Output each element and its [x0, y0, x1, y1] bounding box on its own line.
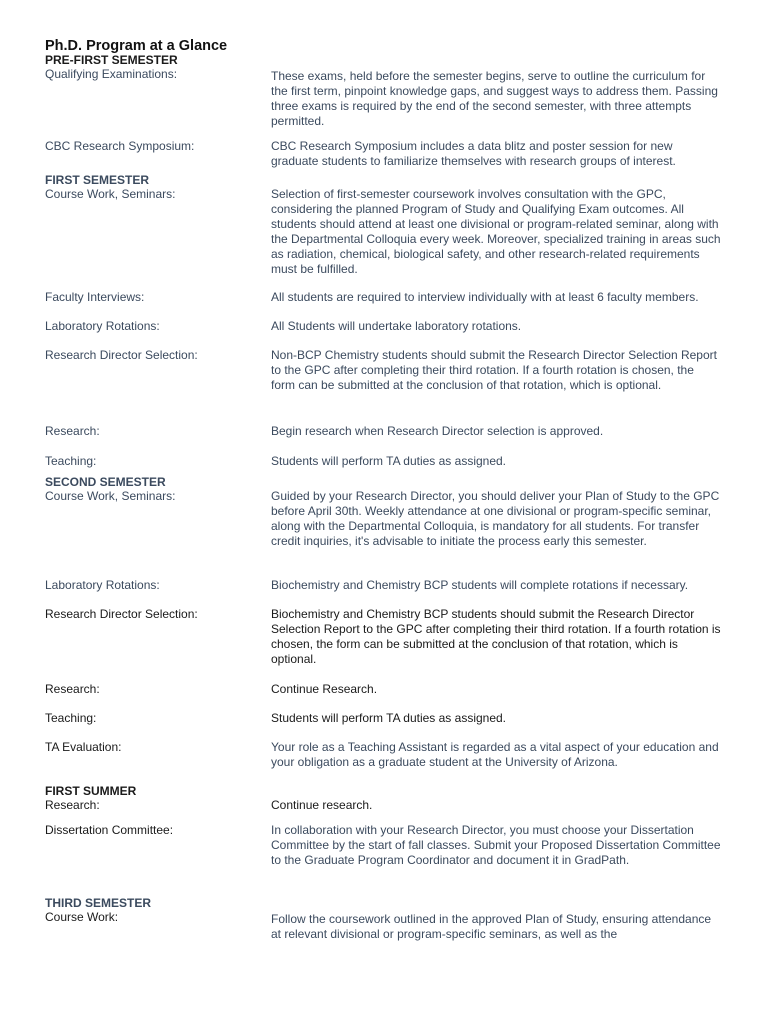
- item-label: Course Work:: [45, 910, 119, 924]
- item-label: Faculty Interviews:: [45, 290, 145, 304]
- item-label: Qualifying Examinations:: [45, 67, 178, 81]
- list-item: [45, 187, 735, 290]
- item-label: Dissertation Committee:: [45, 823, 174, 837]
- list-item: [45, 740, 735, 785]
- list-item: [45, 139, 735, 174]
- section-first-semester: [45, 174, 735, 476]
- item-label: TA Evaluation:: [45, 740, 122, 754]
- document-page: [45, 38, 735, 950]
- item-label: Research Director Selection:: [45, 348, 198, 362]
- item-text: Your role as a Teaching Assistant is regarded as a vital aspect of your education and your obligation as a graduate student at the University of Arizona.: [271, 740, 719, 769]
- item-text: Biochemistry and Chemistry BCP students will complete rotations if necessary.: [271, 578, 689, 592]
- section-heading: FIRST SEMESTER: [45, 173, 150, 187]
- item-text: Continue research.: [271, 798, 373, 812]
- item-label: Course Work, Seminars:: [45, 489, 176, 503]
- list-item: [45, 348, 735, 424]
- item-text: Begin research when Research Director selection is approved.: [271, 424, 604, 438]
- item-label: Research Director Selection:: [45, 607, 198, 621]
- list-item: [45, 711, 735, 740]
- item-label: Course Work, Seminars:: [45, 187, 176, 201]
- section-heading: SECOND SEMESTER: [45, 475, 166, 489]
- section-third-semester: [45, 897, 735, 950]
- item-text: Continue Research.: [271, 682, 378, 696]
- section-pre-first-semester: [45, 54, 735, 174]
- list-item: [45, 682, 735, 711]
- item-text: These exams, held before the semester begins, serve to outline the curriculum for the first term, pinpoint knowledge gaps, and suggest ways to address them. Passing three exams is required by the end of the second semester, with three attempts permitted.: [271, 69, 718, 128]
- list-item: [45, 798, 735, 823]
- item-text: CBC Research Symposium includes a data blitz and poster session for new graduate students to familiarize themselves with research groups of interest.: [271, 139, 676, 168]
- section-first-summer: [45, 785, 735, 897]
- list-item: [45, 319, 735, 348]
- list-item: [45, 578, 735, 607]
- item-text: Students will perform TA duties as assigned.: [271, 454, 507, 468]
- list-item: [45, 424, 735, 454]
- list-item: [45, 290, 735, 319]
- section-second-semester: [45, 476, 735, 785]
- item-text: Non-BCP Chemistry students should submit the Research Director Selection Report to the GPC after completing their third rotation. If a fourth rotation is chosen, the form can be submitted at the conclusion of that rotation, which is optional.: [271, 348, 717, 392]
- item-label: Teaching:: [45, 711, 97, 725]
- item-label: Laboratory Rotations:: [45, 319, 160, 333]
- item-label: Laboratory Rotations:: [45, 578, 160, 592]
- item-text: In collaboration with your Research Director, you must choose your Dissertation Committee by the start of fall classes. Submit your Proposed Dissertation Committee to the Graduate Program Coordinator and document it in GradPath.: [271, 823, 721, 867]
- item-text: All students are required to interview individually with at least 6 faculty members.: [271, 290, 699, 304]
- list-item: [45, 67, 735, 139]
- item-label: Research:: [45, 798, 100, 812]
- section-heading: FIRST SUMMER: [45, 784, 137, 798]
- item-text: Biochemistry and Chemistry BCP students should submit the Research Director Selection Report to the GPC after completing their third rotation. If a fourth rotation is chosen, the form can be submitted at the conclusion of that rotation, which is optional.: [271, 607, 721, 666]
- item-text: All Students will undertake laboratory rotations.: [271, 319, 522, 333]
- item-label: Research:: [45, 424, 100, 438]
- list-item: [45, 823, 735, 897]
- item-text: Guided by your Research Director, you should deliver your Plan of Study to the GPC before April 30th. Weekly attendance at one divisional or program-specific seminar, along with the Departmental Colloquia, is mandatory for all students. For transfer credit inquiries, it's advisable to initiate the process early this semester.: [271, 489, 720, 548]
- item-text: Selection of first-semester coursework involves consultation with the GPC, considering the planned Program of Study and Qualifying Exam outcomes. All students should attend at least one divisional or program-related seminar, along with the Departmental Colloquia every week. Moreover, specialized training in areas such as radiation, chemical, biological safety, and other research-related requirements must be fulfilled.: [271, 187, 721, 276]
- item-label: Teaching:: [45, 454, 97, 468]
- list-item: [45, 454, 735, 476]
- item-text: Students will perform TA duties as assigned.: [271, 711, 507, 725]
- document-title: Ph.D. Program at a Glance: [45, 38, 228, 54]
- list-item: [45, 910, 735, 950]
- item-label: Research:: [45, 682, 100, 696]
- item-text: Follow the coursework outlined in the approved Plan of Study, ensuring attendance at relevant divisional or program-specific seminars, as well as the: [271, 912, 712, 941]
- section-heading: PRE-FIRST SEMESTER: [45, 53, 178, 67]
- list-item: [45, 607, 735, 682]
- section-heading: THIRD SEMESTER: [45, 896, 152, 910]
- list-item: [45, 489, 735, 578]
- item-label: CBC Research Symposium:: [45, 139, 195, 153]
